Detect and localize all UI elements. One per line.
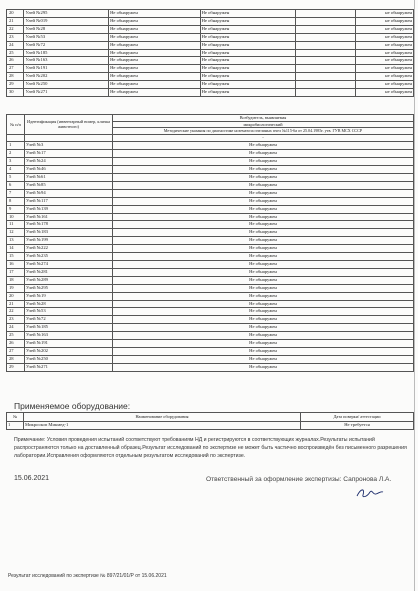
table-row bbox=[7, 245, 414, 253]
table-cell: Улей №271 bbox=[24, 89, 109, 97]
issue-date: 15.06.2021 bbox=[14, 475, 50, 482]
table-cell: 25 bbox=[7, 332, 25, 340]
table-cell: Улей №53 bbox=[25, 308, 113, 316]
table-cell: Улей №94 bbox=[25, 189, 113, 197]
table-row bbox=[7, 49, 414, 57]
table-cell: не обнаружен bbox=[355, 89, 413, 97]
table-row bbox=[7, 229, 414, 237]
table-cell: Не обнаружен bbox=[200, 73, 295, 81]
equipment-row-name: Микроскоп Микмед-1 bbox=[24, 422, 301, 430]
col-agent-subheader: микробиологический bbox=[113, 121, 414, 128]
col-identification-header: Идентификация (инвентарный номер, кличка животного) bbox=[25, 115, 113, 135]
table-cell: Не обнаружен bbox=[113, 197, 414, 205]
table-cell: Улей №161 bbox=[25, 213, 113, 221]
table-row bbox=[7, 174, 414, 182]
table-cell: Улей №191 bbox=[24, 65, 109, 73]
table-cell: не обнаружен bbox=[355, 25, 413, 33]
table-cell: 21 bbox=[7, 17, 24, 25]
table-cell bbox=[295, 41, 355, 49]
table-cell: Не обнаружен bbox=[109, 17, 201, 25]
table-cell bbox=[295, 81, 355, 89]
table-row bbox=[7, 308, 414, 316]
table-row bbox=[7, 57, 414, 65]
table-cell: Улей №19 bbox=[25, 292, 113, 300]
table-cell: Не обнаружен bbox=[113, 229, 414, 237]
table-cell: 30 bbox=[7, 89, 24, 97]
table-row bbox=[7, 150, 414, 158]
table-cell: Улей №183 bbox=[25, 229, 113, 237]
table-cell: 22 bbox=[7, 25, 24, 33]
table-cell: не обнаружен bbox=[355, 17, 413, 25]
table-cell: Не обнаружен bbox=[109, 65, 201, 73]
table-row bbox=[7, 25, 414, 33]
table-cell: 21 bbox=[7, 300, 25, 308]
dash-cell bbox=[25, 134, 113, 142]
table-cell: 26 bbox=[7, 57, 24, 65]
table-cell: Улей №271 bbox=[25, 363, 113, 371]
table-cell: Улей №202 bbox=[25, 347, 113, 355]
table-cell: Не обнаружен bbox=[113, 253, 414, 261]
table-cell: Не обнаружен bbox=[113, 221, 414, 229]
note-text: Примечание: Условия проведения испытаний соответствуют требованиям НД и регистрируются в соответствующих журналах.Результаты испытаний распространяются только на доставленный образец.Результат исследований по экспертизе не может быть частично воспроизведён без письменного разрешения лаборатории.Исправления оформляются отдельным результатом исследований по экспертизе. bbox=[14, 437, 407, 460]
table-cell: Улей №139 bbox=[25, 205, 113, 213]
table-row bbox=[7, 17, 414, 25]
table-cell bbox=[295, 25, 355, 33]
results-table-top bbox=[6, 9, 414, 97]
table-cell: 18 bbox=[7, 276, 25, 284]
table-cell: 5 bbox=[7, 174, 25, 182]
equipment-row bbox=[7, 422, 414, 430]
table-row bbox=[7, 324, 414, 332]
table-cell: Улей №250 bbox=[25, 355, 113, 363]
table-cell bbox=[295, 89, 355, 97]
table-cell: 20 bbox=[7, 10, 24, 18]
table-cell: 7 bbox=[7, 189, 25, 197]
scan-edge bbox=[414, 0, 415, 591]
table-cell: 23 bbox=[7, 316, 25, 324]
table-cell: не обнаружен bbox=[355, 57, 413, 65]
table-cell: 9 bbox=[7, 205, 25, 213]
table-cell: 27 bbox=[7, 65, 24, 73]
table-cell: Не обнаружен bbox=[113, 189, 414, 197]
table-cell: Не обнаружен bbox=[113, 166, 414, 174]
equipment-table bbox=[6, 412, 414, 430]
table-cell: Не обнаружен bbox=[113, 324, 414, 332]
table-cell: Улей №72 bbox=[25, 316, 113, 324]
table-cell: 11 bbox=[7, 221, 25, 229]
table-cell: Не обнаружен bbox=[200, 81, 295, 89]
table-row bbox=[7, 355, 414, 363]
table-cell: 16 bbox=[7, 261, 25, 269]
table-cell: Улей №019 bbox=[24, 17, 109, 25]
table-row bbox=[7, 237, 414, 245]
table-cell: 6 bbox=[7, 181, 25, 189]
table-cell: 8 bbox=[7, 197, 25, 205]
table-cell: Не обнаружен bbox=[113, 284, 414, 292]
table-cell: не обнаружен bbox=[355, 33, 413, 41]
table-cell: Улей №185 bbox=[24, 49, 109, 57]
table-cell: Улей №85 bbox=[25, 181, 113, 189]
table-cell: не обнаружен bbox=[355, 10, 413, 18]
table-cell: Улей №250 bbox=[24, 81, 109, 89]
table-cell: 23 bbox=[7, 33, 24, 41]
table-cell: Улей №185 bbox=[25, 324, 113, 332]
table-row bbox=[7, 41, 414, 49]
table-cell: 12 bbox=[7, 229, 25, 237]
table-cell: Улей №28 bbox=[24, 25, 109, 33]
table-row bbox=[7, 284, 414, 292]
table-cell: Улей №53 bbox=[24, 33, 109, 41]
table-row bbox=[7, 197, 414, 205]
table-cell: Улей №274 bbox=[25, 261, 113, 269]
table-row bbox=[7, 347, 414, 355]
table-row bbox=[7, 340, 414, 348]
table-cell: Улей №163 bbox=[25, 332, 113, 340]
table-cell bbox=[295, 57, 355, 65]
col-number-header: № п/п bbox=[7, 115, 25, 135]
dash-cell: - bbox=[113, 134, 414, 142]
table-cell: Не обнаружен bbox=[109, 10, 201, 18]
table-cell: не обнаружен bbox=[355, 41, 413, 49]
equipment-col-number: № bbox=[7, 413, 24, 422]
table-cell: Не обнаружен bbox=[109, 25, 201, 33]
table-cell bbox=[295, 10, 355, 18]
table-cell: Не обнаружен bbox=[200, 57, 295, 65]
table-row bbox=[7, 189, 414, 197]
table-cell: Не обнаружен bbox=[113, 276, 414, 284]
table-cell: 3 bbox=[7, 158, 25, 166]
table-row bbox=[7, 213, 414, 221]
table-cell: Не обнаружен bbox=[109, 33, 201, 41]
table-cell bbox=[295, 65, 355, 73]
table-cell: 29 bbox=[7, 363, 25, 371]
table-cell: Улей №281 bbox=[25, 268, 113, 276]
table-row bbox=[7, 205, 414, 213]
table-cell: Улей №235 bbox=[25, 253, 113, 261]
table-cell: Не обнаружен bbox=[200, 25, 295, 33]
col-agent-header: Возбудитель, выявляемая bbox=[113, 115, 414, 122]
table-row bbox=[7, 89, 414, 97]
table-cell: Не обнаружен bbox=[113, 150, 414, 158]
table-cell: Не обнаружен bbox=[200, 17, 295, 25]
table-row bbox=[7, 81, 414, 89]
table-row bbox=[7, 300, 414, 308]
table-cell: Улей №289 bbox=[25, 276, 113, 284]
table-cell: 24 bbox=[7, 41, 24, 49]
table-row bbox=[7, 65, 414, 73]
table-cell: Не обнаружен bbox=[200, 41, 295, 49]
table-cell bbox=[295, 17, 355, 25]
table-cell: Не обнаружен bbox=[109, 81, 201, 89]
table-cell: Не обнаружен bbox=[113, 205, 414, 213]
table-cell bbox=[295, 33, 355, 41]
table-cell: не обнаружен bbox=[355, 65, 413, 73]
table-cell: 13 bbox=[7, 237, 25, 245]
table-cell: Улей №61 bbox=[25, 174, 113, 182]
table-cell: 28 bbox=[7, 73, 24, 81]
table-cell: Улей №191 bbox=[25, 340, 113, 348]
table-cell: 1 bbox=[7, 142, 25, 150]
table-row bbox=[7, 181, 414, 189]
table-cell: Не обнаружен bbox=[113, 174, 414, 182]
results-table-second bbox=[6, 114, 414, 372]
equipment-title: Применяемое оборудование: bbox=[14, 401, 131, 411]
table-cell: 28 bbox=[7, 355, 25, 363]
table-cell: Не обнаружен bbox=[200, 65, 295, 73]
table-cell: Улей №222 bbox=[25, 245, 113, 253]
table-cell: 19 bbox=[7, 284, 25, 292]
table-cell: 25 bbox=[7, 49, 24, 57]
table-cell: не обнаружен bbox=[355, 81, 413, 89]
table-cell: Улей №28 bbox=[25, 300, 113, 308]
table-cell: 20 bbox=[7, 292, 25, 300]
table-cell: Не обнаружен bbox=[113, 300, 414, 308]
table-row bbox=[7, 158, 414, 166]
table-cell: Не обнаружен bbox=[109, 41, 201, 49]
table-cell: Не обнаружен bbox=[109, 57, 201, 65]
signature-image bbox=[355, 486, 385, 500]
equipment-col-name: Наименование оборудования bbox=[24, 413, 301, 422]
table-cell: 2 bbox=[7, 150, 25, 158]
table-row bbox=[7, 363, 414, 371]
table-cell: Улей №24 bbox=[25, 158, 113, 166]
table-cell: Улей №202 bbox=[24, 73, 109, 81]
table-row bbox=[7, 33, 414, 41]
table-row bbox=[7, 221, 414, 229]
table-cell bbox=[295, 49, 355, 57]
table-row bbox=[7, 332, 414, 340]
table-cell: 27 bbox=[7, 347, 25, 355]
dash-cell bbox=[7, 134, 25, 142]
table-cell: Не обнаружен bbox=[200, 33, 295, 41]
table-row bbox=[7, 292, 414, 300]
equipment-row-date: Не требуется bbox=[301, 422, 414, 430]
table-cell: Улей №199 bbox=[25, 237, 113, 245]
table-row bbox=[7, 73, 414, 81]
table-cell: Улей №17 bbox=[25, 150, 113, 158]
table-row bbox=[7, 261, 414, 269]
table-cell: 22 bbox=[7, 308, 25, 316]
table-cell: не обнаружен bbox=[355, 49, 413, 57]
table-cell: Не обнаружен bbox=[113, 237, 414, 245]
table-cell: Не обнаружен bbox=[113, 142, 414, 150]
table-row bbox=[7, 142, 414, 150]
responsible-person: Ответственный за оформление экспертизы: Сапронова Л.А. bbox=[206, 476, 392, 483]
table-cell: Не обнаружен bbox=[113, 292, 414, 300]
table-cell: не обнаружен bbox=[355, 73, 413, 81]
table-cell: Не обнаружен bbox=[200, 49, 295, 57]
table-cell: Улей №295 bbox=[24, 10, 109, 18]
table-cell: 29 bbox=[7, 81, 24, 89]
table-cell: Улей №163 bbox=[24, 57, 109, 65]
table-cell: Не обнаружен bbox=[113, 213, 414, 221]
table-cell: 4 bbox=[7, 166, 25, 174]
table-cell: Не обнаружен bbox=[113, 245, 414, 253]
equipment-col-date: Дата поверки/ аттестации bbox=[301, 413, 414, 422]
table-cell: Не обнаружен bbox=[109, 89, 201, 97]
table-cell: 17 bbox=[7, 268, 25, 276]
table-cell: Не обнаружен bbox=[113, 181, 414, 189]
footer-text: Результат исследований по экспертизе № 897/21/01/Р от 15.06.2021 bbox=[8, 573, 167, 579]
table-cell bbox=[295, 73, 355, 81]
table-cell: 24 bbox=[7, 324, 25, 332]
table-cell: Не обнаружен bbox=[113, 261, 414, 269]
table-cell: Не обнаружен bbox=[113, 355, 414, 363]
table-cell: Не обнаружен bbox=[113, 340, 414, 348]
table-row bbox=[7, 166, 414, 174]
table-row bbox=[7, 10, 414, 18]
table-cell: Не обнаружен bbox=[109, 49, 201, 57]
table-cell: Не обнаружен bbox=[109, 73, 201, 81]
table-cell: Не обнаружен bbox=[113, 158, 414, 166]
table-row bbox=[7, 268, 414, 276]
table-cell: 15 bbox=[7, 253, 25, 261]
table-cell: 10 bbox=[7, 213, 25, 221]
table-row bbox=[7, 253, 414, 261]
table-cell: Не обнаружен bbox=[113, 347, 414, 355]
table-cell: Не обнаружен bbox=[113, 363, 414, 371]
table-cell: 14 bbox=[7, 245, 25, 253]
table-cell: Не обнаружен bbox=[113, 316, 414, 324]
table-row bbox=[7, 316, 414, 324]
table-cell: Не обнаружен bbox=[200, 10, 295, 18]
table-row bbox=[7, 276, 414, 284]
table-cell: Улей №3 bbox=[25, 142, 113, 150]
table-cell: Не обнаружен bbox=[113, 332, 414, 340]
table-cell: Не обнаружен bbox=[113, 268, 414, 276]
table-cell: Улей №72 bbox=[24, 41, 109, 49]
table-cell: Улей №295 bbox=[25, 284, 113, 292]
table-cell: 26 bbox=[7, 340, 25, 348]
table-cell: Улей №117 bbox=[25, 197, 113, 205]
table-cell: Улей №178 bbox=[25, 221, 113, 229]
col-method-header: Методические указания по диагностике нозематоза пчелиных пчел №115-6а от 25.04.1985г. утв. ГУВ МСХ СССР bbox=[113, 128, 414, 135]
equipment-row-number: 1 bbox=[7, 422, 24, 430]
table-cell: Улей №46 bbox=[25, 166, 113, 174]
table-cell: Не обнаружен bbox=[113, 308, 414, 316]
table-cell: Не обнаружен bbox=[200, 89, 295, 97]
